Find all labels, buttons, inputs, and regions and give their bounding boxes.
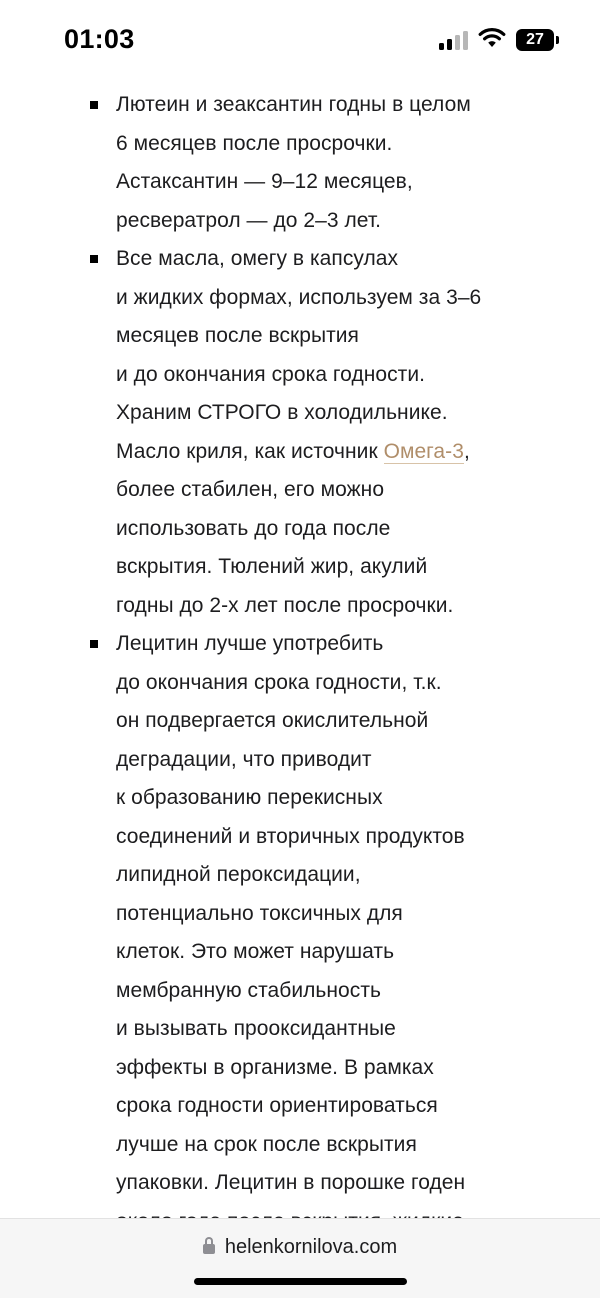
text-line: вскрытия. Тюлений жир, акулий [116, 555, 428, 578]
text-line: деградации, что приводит [116, 747, 372, 771]
status-time: 01:03 [64, 24, 135, 54]
text-line: потенциально токсичных для [116, 901, 403, 925]
text-line: соединений и вторичных продуктов [116, 824, 465, 848]
list-item [0, 86, 536, 240]
text-line: до окончания срока годности, т.к. [116, 670, 442, 694]
text-line: клеток. Это может нарушать [116, 940, 395, 963]
text-line: Храним СТРОГО в холодильнике. [116, 401, 448, 424]
text-line: и жидких формах, используем за 3–6 [116, 285, 482, 309]
text-line: 6 месяцев после просрочки. [116, 131, 393, 155]
browser-address-bar[interactable] [0, 1218, 600, 1298]
text-line: месяцев после вскрытия [116, 324, 359, 347]
text-line: Лютеин и зеаксантин годны в целом [116, 93, 471, 116]
signal-icon [439, 30, 469, 50]
battery-icon: 27 [516, 29, 554, 51]
text-line-with-link [116, 433, 536, 472]
lock-icon [203, 1244, 215, 1254]
link-suffix-text: , [463, 439, 470, 463]
text-line: к образованию перекисных [116, 786, 383, 809]
url-text[interactable]: helenkornilova.com [224, 1236, 398, 1258]
status-bar [0, 0, 600, 78]
text-line: эффекты в организме. В рамках [116, 1055, 434, 1079]
text-line: мембранную стабильность [116, 978, 381, 1002]
home-indicator[interactable] [194, 1278, 407, 1285]
link-prefix-text: Масло криля, как источник [116, 439, 384, 463]
battery-cap [556, 36, 559, 44]
text-line: Все масла, омегу в капсулах [116, 247, 399, 270]
text-line: липидной пероксидации, [116, 863, 361, 886]
list-item [0, 240, 536, 625]
wifi-icon [478, 27, 506, 49]
omega-3-link[interactable]: Омега-3 [383, 439, 464, 463]
text-line: срока годности ориентироваться [116, 1094, 438, 1117]
text-line: лучше на срок после вскрытия [116, 1132, 417, 1156]
text-line: Лецитин лучше употребить [116, 632, 384, 655]
bullet-list [0, 86, 600, 1241]
text-line: ресвератрол — до 2–3 лет. [116, 208, 382, 232]
text-line: и до окончания срока годности. [116, 362, 426, 386]
text-line: использовать до года после [116, 516, 391, 540]
text-line: годны до 2-х лет после просрочки. [116, 593, 454, 617]
text-line: Астаксантин — 9–12 месяцев, [116, 170, 413, 193]
text-line: и вызывать прооксидантные [116, 1017, 396, 1040]
text-line: более стабилен, его можно [116, 478, 385, 501]
text-line: упаковки. Лецитин в порошке годен [116, 1171, 466, 1194]
url-display[interactable] [0, 1236, 600, 1259]
text-line: он подвергается окислительной [116, 709, 429, 732]
list-item [0, 625, 536, 1241]
